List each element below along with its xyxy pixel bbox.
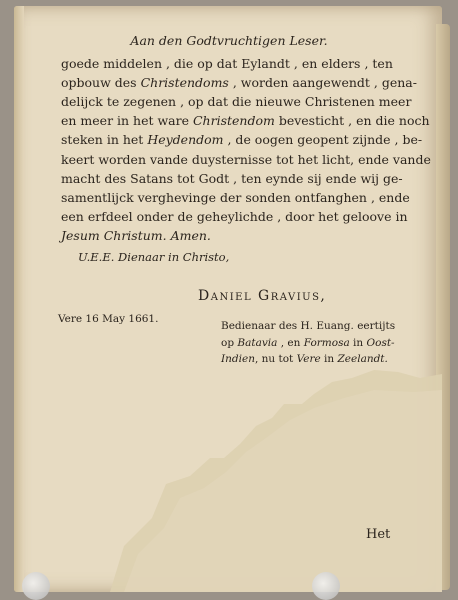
text-segment: , nu tot [254,353,297,365]
text-segment: in [349,336,367,349]
text-line [61,112,430,129]
text-line [61,151,431,168]
text-segment: Bedienaar des H. Euang. eertijts [221,320,396,332]
text-line [61,227,406,244]
running-head: Aan den Godtvruchtigen Leser. [130,33,328,48]
page-clip-left [22,572,50,600]
text-segment: in [320,353,338,365]
text-line [61,170,406,187]
italic-segment: Jesum Christum. Amen. [61,227,211,243]
italic-segment: Christendom [192,113,275,129]
text-line [61,93,412,110]
italic-segment: Formosa [303,336,350,349]
text-segment: , en [277,336,304,349]
signoff: U.E.E. Dienaar in Christo, [78,250,230,264]
text-segment: bevesticht , en die noch [274,113,430,129]
text-segment: macht des Satans tot Godt , ten eynde sij ende wij ge- [61,170,403,186]
italic-segment: Vere [296,353,321,365]
italic-segment: Heydendom [147,132,224,148]
date-line: Vere 16 May 1661. [58,313,159,325]
text-segment: een erfdeel onder de geheylichde , door het geloove in [61,208,408,224]
signature-name: Daniel Gravius, [198,288,327,304]
text-line [221,337,395,349]
italic-segment: Batavia [237,336,278,349]
text-segment: , worden aangewendt , gena- [228,75,417,91]
text-segment: steken in het [61,132,148,148]
text-segment: op [221,336,238,349]
text-line [61,208,406,225]
text-line [61,131,423,148]
text-segment: delijck te zegenen , op dat die nieuwe Christenen meer [61,94,412,110]
text-line [61,55,406,72]
text-line [61,74,417,91]
text-segment: goede middelen , die op dat Eylandt , en elders , ten [61,56,393,71]
text-segment: samentlijck verghevinge der sonden ontfanghen , ende [61,189,410,205]
page-clip-right [312,572,340,600]
text-segment: keert worden vande duysternisse tot het licht, ende vande [61,151,431,167]
text-segment: en meer in het ware [61,113,193,129]
catchword: Het [366,527,391,542]
italic-segment: Oost- [366,336,395,349]
text-line [221,353,388,365]
text-segment: opbouw des [61,75,141,91]
text-line [221,320,395,332]
text-line [61,189,410,206]
italic-segment: Christendoms [140,75,229,91]
text-segment: , de oogen geopent zijnde , be- [223,132,423,148]
italic-segment: Indien [221,353,255,365]
italic-segment: Zeelandt. [337,353,388,365]
